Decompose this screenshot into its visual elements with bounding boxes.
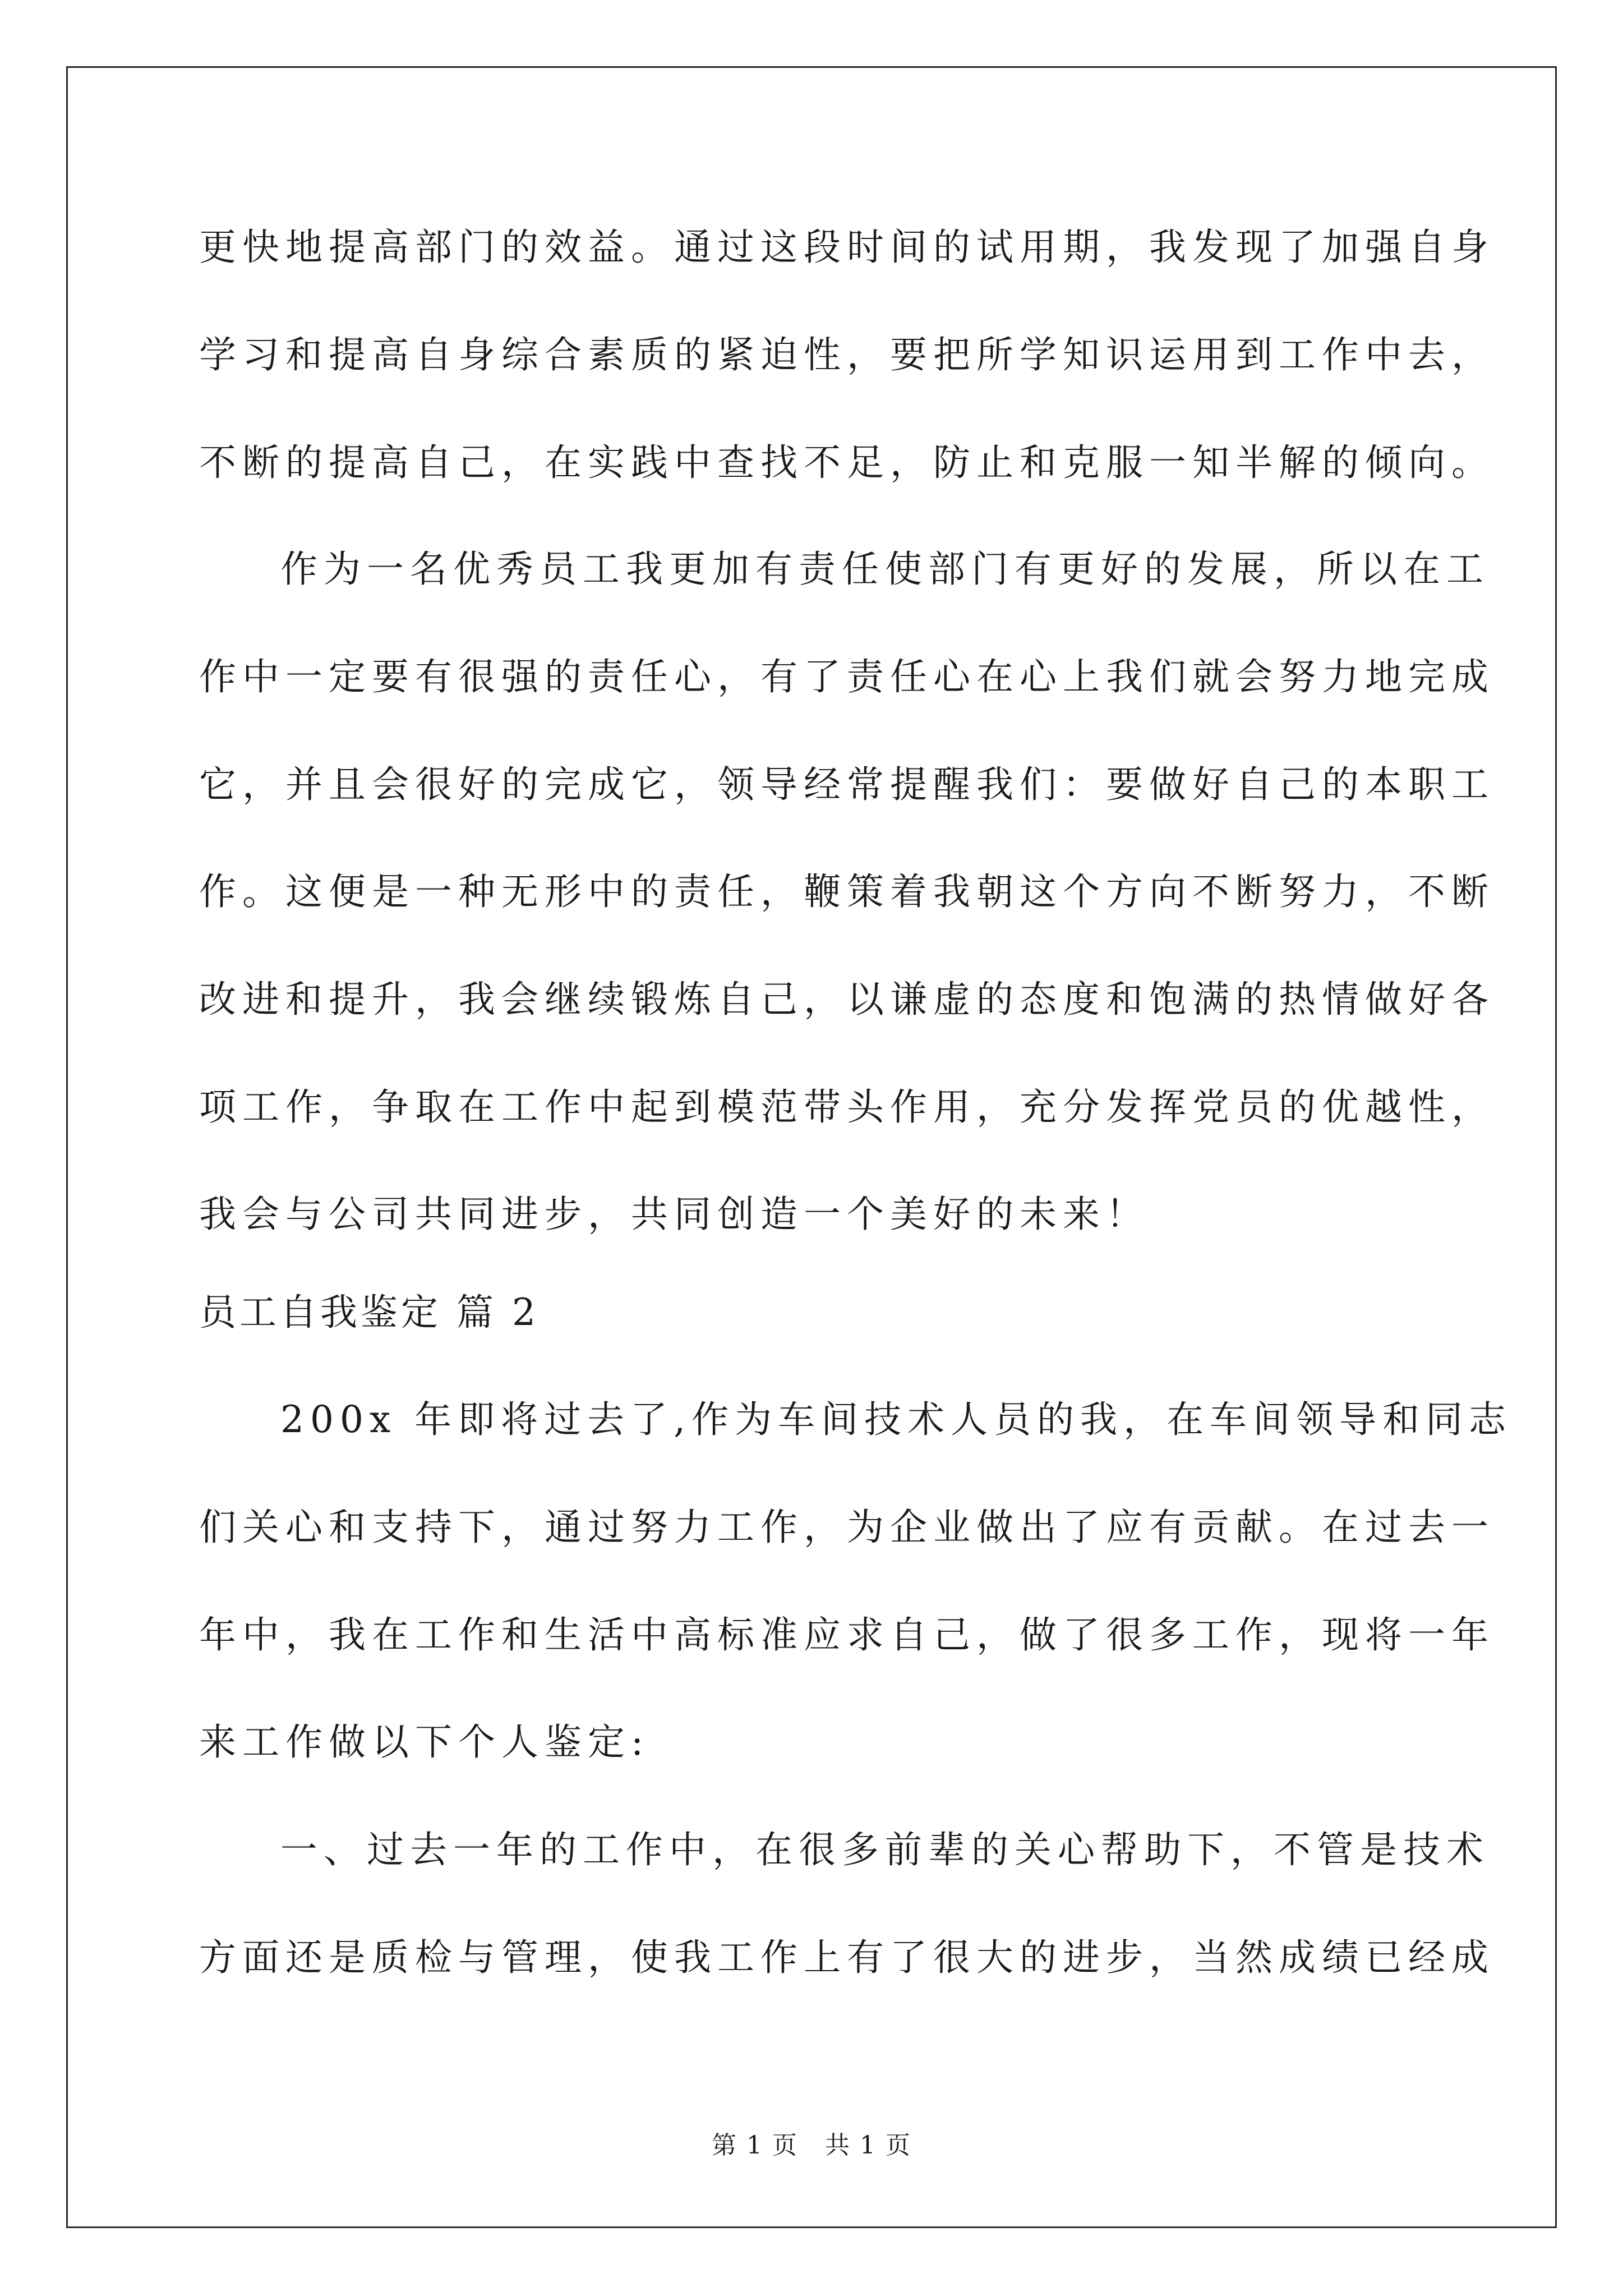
section-heading: 员工自我鉴定 篇 2 bbox=[199, 1291, 539, 1334]
body-text-line: 项工作，争取在工作中起到模范带头作用，充分发挥党员的优越性， bbox=[199, 1085, 1495, 1129]
body-text-line: 们关心和支持下，通过努力工作，为企业做出了应有贡献。在过去一 bbox=[199, 1506, 1495, 1549]
paragraph-first-line: 作为一名优秀员工我更加有责任使部门有更好的发展，所以在工 bbox=[280, 547, 1490, 591]
paragraph-first-line: 一、过去一年的工作中，在很多前辈的关心帮助下，不管是技术 bbox=[280, 1828, 1490, 1871]
body-text-line: 不断的提高自己，在实践中查找不足，防止和克服一知半解的倾向。 bbox=[199, 441, 1495, 484]
body-text-line: 它，并且会很好的完成它，领导经常提醒我们：要做好自己的本职工 bbox=[199, 763, 1495, 806]
body-text-line: 我会与公司共同进步，共同创造一个美好的未来！ bbox=[199, 1193, 1149, 1236]
page-border bbox=[66, 66, 1557, 2228]
page-footer: 第 1 页 共 1 页 bbox=[712, 2131, 911, 2160]
body-text-line: 更快地提高部门的效益。通过这段时间的试用期，我发现了加强自身 bbox=[199, 226, 1495, 269]
body-text-line: 作。这便是一种无形中的责任，鞭策着我朝这个方向不断努力，不断 bbox=[199, 870, 1495, 913]
body-text-line: 方面还是质检与管理，使我工作上有了很大的进步，当然成绩已经成 bbox=[199, 1936, 1495, 1979]
body-text-line: 年中，我在工作和生活中高标准应求自己，做了很多工作，现将一年 bbox=[199, 1613, 1495, 1657]
body-text-line: 学习和提高自身综合素质的紧迫性，要把所学知识运用到工作中去， bbox=[199, 333, 1495, 376]
body-text-line: 来工作做以下个人鉴定: bbox=[199, 1720, 650, 1764]
body-text-line: 作中一定要有很强的责任心，有了责任心在心上我们就会努力地完成 bbox=[199, 655, 1495, 698]
body-text-line: 改进和提升，我会继续锻炼自己，以谦虚的态度和饱满的热情做好各 bbox=[199, 978, 1495, 1021]
paragraph-first-line: 200x 年即将过去了,作为车间技术人员的我，在车间领导和同志 bbox=[280, 1398, 1513, 1441]
